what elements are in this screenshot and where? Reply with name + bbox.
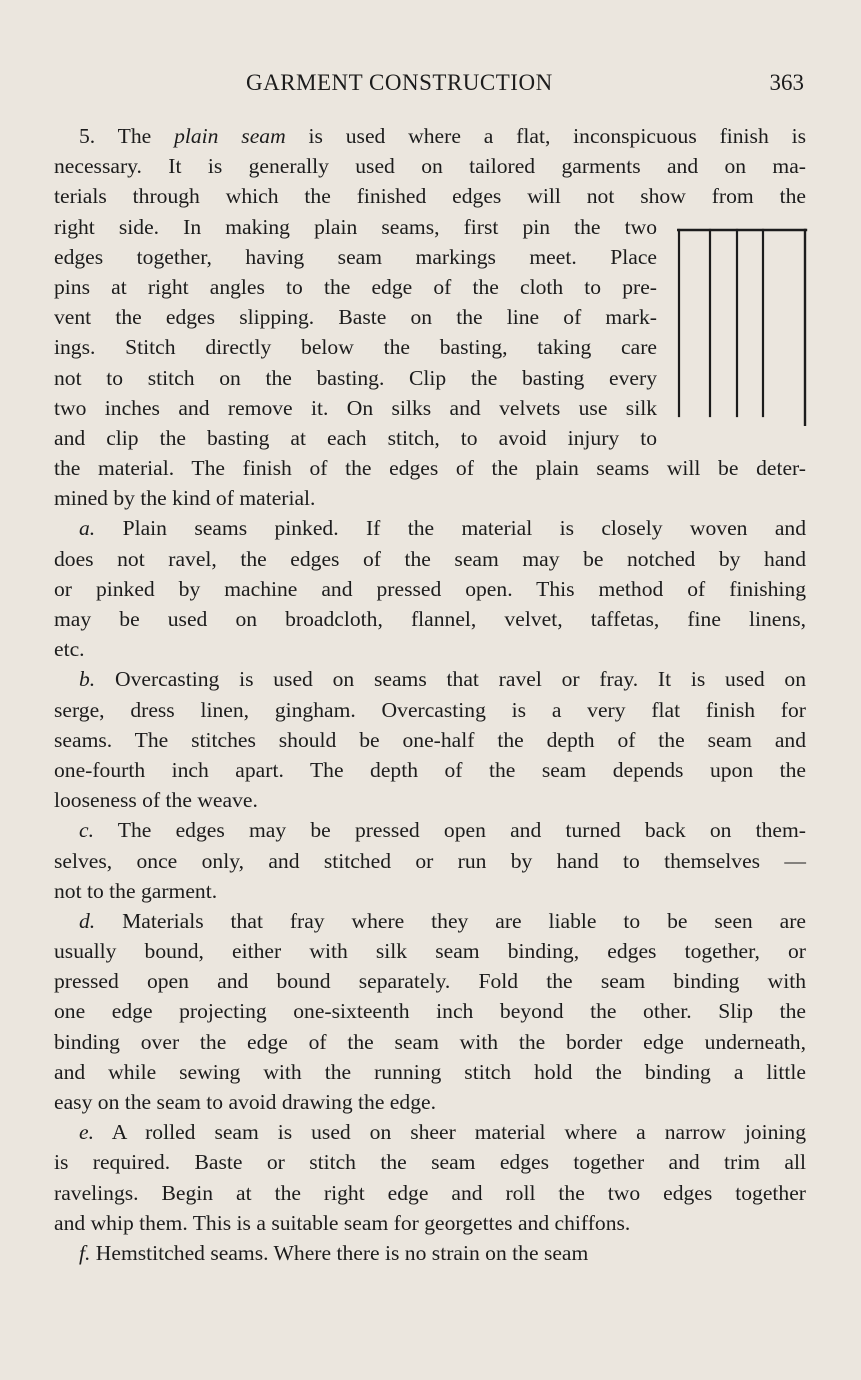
- text-line: [54, 1087, 806, 1117]
- text-run: vent the edges slipping. Baste on the line of mark-: [54, 305, 657, 330]
- text-line: [54, 936, 806, 966]
- text-line: [54, 483, 806, 513]
- text-run: edges together, having seam markings meet. Place: [54, 244, 657, 269]
- text-run: Overcasting is used on seams that ravel or fray. It is used on: [95, 667, 806, 692]
- italic-term: e.: [79, 1120, 94, 1145]
- italic-term: f.: [79, 1240, 91, 1265]
- text-line: [54, 574, 806, 604]
- paragraph-pb: [54, 664, 806, 815]
- text-line: [54, 695, 806, 725]
- text-run: pressed open and bound separately. Fold the seam binding with: [54, 969, 806, 994]
- text-run: ings. Stitch directly below the basting, taking care: [54, 335, 657, 360]
- italic-term: d.: [79, 908, 96, 933]
- text-run: one edge projecting one-sixteenth inch beyond the other. Slip the: [54, 999, 806, 1024]
- text-line: [54, 1178, 806, 1208]
- text-line: [54, 846, 806, 876]
- text-run: not to stitch on the basting. Clip the basting every: [54, 365, 657, 390]
- italic-term: c.: [79, 818, 94, 843]
- text-run: one-fourth inch apart. The depth of the seam depends upon the: [54, 757, 806, 782]
- text-run: and whip them. This is a suitable seam for georgettes and chiffons.: [54, 1210, 631, 1235]
- text-line: [54, 1238, 806, 1268]
- text-run: etc.: [54, 637, 85, 662]
- text-line: [54, 996, 806, 1026]
- text-line: [54, 544, 806, 574]
- text-line: [54, 181, 806, 211]
- italic-term: b.: [79, 667, 96, 692]
- text-run: selves, once only, and stitched or run by hand to themselves —: [54, 848, 806, 873]
- text-line: [54, 212, 657, 242]
- text-line: [54, 664, 806, 694]
- text-run: and while sewing with the running stitch hold the binding a little: [54, 1059, 806, 1084]
- text-run: easy on the seam to avoid drawing the edge.: [54, 1090, 436, 1114]
- text-line: [54, 453, 806, 483]
- running-head-title: GARMENT CONSTRUCTION: [246, 70, 553, 95]
- text-line: [54, 1057, 806, 1087]
- text-run: seams. The stitches should be one-half the depth of the seam and: [54, 727, 806, 752]
- running-head: [54, 70, 804, 102]
- italic-term: a.: [79, 516, 96, 541]
- text-line: [54, 604, 806, 634]
- text-run: is used where a flat, inconspicuous finish is: [285, 124, 806, 148]
- text-line: [54, 1208, 806, 1238]
- text-line: [54, 393, 657, 423]
- text-run: does not ravel, the edges of the seam may be notched by hand: [54, 546, 806, 571]
- text-line: [54, 1027, 806, 1057]
- text-line: [54, 121, 806, 151]
- text-run: looseness of the weave.: [54, 788, 258, 813]
- paragraph-p5: [54, 121, 806, 513]
- text-line: [54, 302, 657, 332]
- text-run: right side. In making plain seams, first pin the two: [54, 214, 657, 239]
- text-run: ravelings. Begin at the right edge and roll the two edges together: [54, 1180, 806, 1205]
- text-line: [54, 1147, 806, 1177]
- text-run: terials through which the finished edges will not show from the: [54, 184, 806, 209]
- text-line: [54, 423, 657, 453]
- text-line: [54, 332, 657, 362]
- paragraph-pa: [54, 513, 806, 664]
- text-line: [54, 363, 657, 393]
- text-run: Hemstitched seams. Where there is no strain on the seam: [90, 1240, 589, 1265]
- text-run: The edges may be pressed open and turned back on them-: [93, 818, 806, 843]
- text-line: [54, 1117, 806, 1147]
- text-run: the material. The finish of the edges of the plain seams will be deter-: [54, 456, 806, 481]
- paragraph-pd: [54, 906, 806, 1117]
- text-run: is required. Baste or stitch the seam edges together and trim all: [54, 1150, 806, 1175]
- text-run: Materials that fray where they are liable to be seen are: [95, 908, 806, 933]
- text-line: [54, 785, 806, 815]
- text-line: [54, 876, 806, 906]
- text-line: [54, 815, 806, 845]
- body-text: [54, 121, 806, 1268]
- text-run: may be used on broadcloth, flannel, velvet, taffetas, fine linens,: [54, 607, 806, 631]
- text-line: [54, 151, 806, 181]
- text-run: binding over the edge of the seam with the border edge underneath,: [54, 1029, 806, 1054]
- text-run: serge, dress linen, gingham. Overcasting is a very flat finish for: [54, 697, 806, 722]
- text-run: and clip the basting at each stitch, to avoid injury to: [54, 425, 657, 450]
- text-line: [54, 725, 806, 755]
- text-line: [54, 272, 657, 302]
- text-run: mined by the kind of material.: [54, 486, 316, 511]
- text-run: 5. The: [79, 124, 175, 148]
- paragraph-pe: [54, 1117, 806, 1238]
- paragraph-pf: [54, 1238, 806, 1268]
- page-number: 363: [769, 70, 804, 95]
- text-line: [54, 513, 806, 543]
- text-run: usually bound, either with silk seam binding, edges together, or: [54, 939, 806, 964]
- text-line: [54, 242, 657, 272]
- text-run: two inches and remove it. On silks and velvets use silk: [54, 395, 657, 420]
- text-run: not to the garment.: [54, 878, 218, 903]
- text-run: Plain seams pinked. If the material is closely woven and: [95, 516, 806, 541]
- text-line: [54, 966, 806, 996]
- text-run: or pinked by machine and pressed open. This method of finishing: [54, 576, 806, 601]
- text-run: necessary. It is generally used on tailored garments and on ma-: [54, 154, 806, 179]
- italic-term: plain seam: [174, 124, 286, 148]
- paragraph-pc: [54, 815, 806, 906]
- text-line: [54, 634, 806, 664]
- text-run: pins at right angles to the edge of the cloth to pre-: [54, 274, 657, 299]
- text-run: A rolled seam is used on sheer material where a narrow joining: [93, 1120, 806, 1145]
- text-line: [54, 755, 806, 785]
- text-line: [54, 906, 806, 936]
